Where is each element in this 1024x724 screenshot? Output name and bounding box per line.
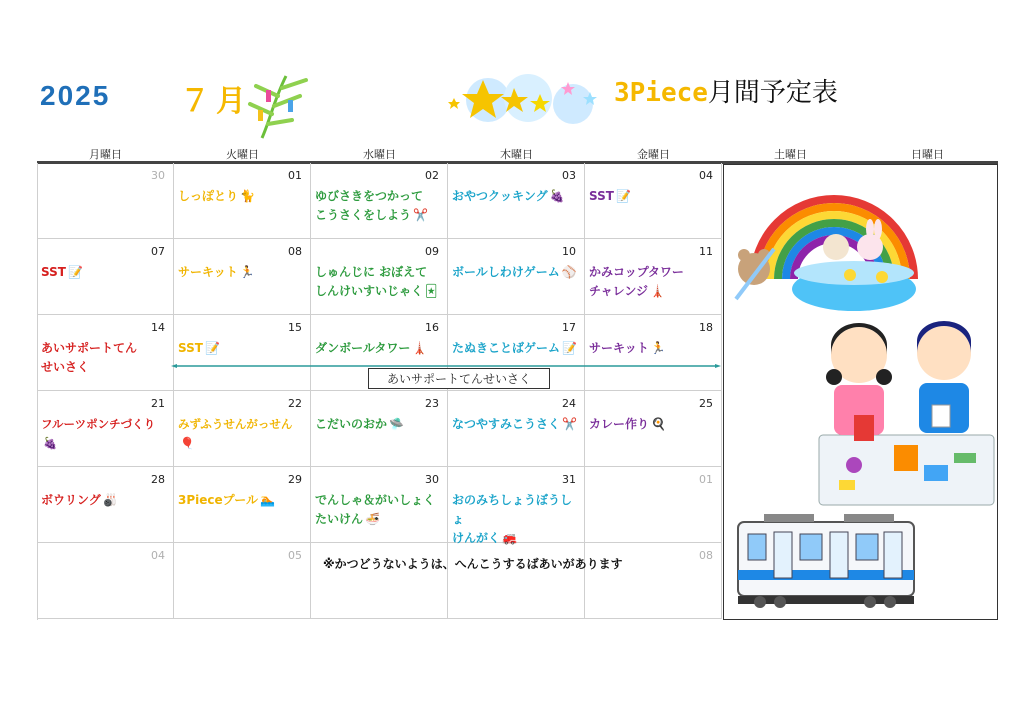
event-line: しっぽとり [178, 189, 239, 203]
day-number: 18 [699, 321, 713, 334]
day-cell[interactable] [37, 391, 174, 467]
noodle-icon: 🍜 [365, 512, 380, 526]
day-number: 25 [699, 397, 713, 410]
weekend-illustration-panel [723, 164, 998, 620]
weekday-fri: 金曜日 [637, 148, 670, 161]
day-number: 05 [288, 549, 302, 562]
day-cell[interactable] [585, 467, 722, 543]
brand-prefix: 3Piece [614, 78, 708, 108]
event [178, 415, 308, 453]
day-number: 22 [288, 397, 302, 410]
event-line: サーキット [589, 341, 649, 355]
event [315, 187, 445, 225]
day-cell[interactable] [448, 239, 585, 315]
grapes-icon: 🍇 [43, 436, 58, 450]
event [589, 187, 719, 206]
event [589, 339, 719, 358]
event [178, 491, 308, 510]
event-line: ボールしわけゲーム [452, 265, 560, 279]
event [41, 339, 171, 377]
event [41, 415, 171, 453]
weekday-wed: 水曜日 [363, 148, 396, 161]
day-cell[interactable] [37, 467, 174, 543]
memo-icon: 📝 [204, 341, 220, 355]
memo-icon: 📝 [615, 189, 631, 203]
event [452, 187, 582, 206]
event-line: せいさく [41, 360, 90, 374]
event [41, 491, 171, 510]
day-number: 30 [151, 169, 165, 182]
tanabata-bamboo-icon [244, 70, 314, 140]
event [315, 491, 445, 529]
tower-icon: 🗼 [650, 284, 665, 298]
event-line: フルーツポンチづくり [41, 417, 156, 431]
day-number: 24 [562, 397, 576, 410]
event-line: カレー作り [589, 417, 650, 431]
event [452, 491, 582, 548]
runner-icon: 🏃 [650, 341, 666, 355]
day-cell[interactable] [174, 239, 311, 315]
day-number: 01 [288, 169, 302, 182]
pan-icon: 🍳 [651, 417, 666, 431]
month-label: ７月 [180, 84, 252, 119]
tower-icon: 🗼 [412, 341, 428, 355]
weekday-header [37, 146, 997, 162]
event [315, 339, 445, 358]
day-number: 17 [562, 321, 576, 334]
day-cell[interactable] [174, 163, 311, 239]
event-line: 3Pieceプール [178, 493, 259, 507]
event-line: ダンボールタワー [315, 341, 411, 355]
memo-icon: 📝 [67, 265, 83, 279]
bowling-icon: 🎳 [102, 493, 118, 507]
event [315, 263, 445, 301]
day-cell[interactable] [37, 543, 174, 619]
day-number: 14 [151, 321, 165, 334]
year-label: 2025 [40, 80, 111, 111]
event-line: なつやすみこうさく [452, 417, 561, 431]
event-line: あいサポートてん [41, 341, 138, 355]
event-line: しゅんじに おぼえて [315, 265, 428, 279]
day-number: 30 [425, 473, 439, 486]
day-cell[interactable] [174, 543, 311, 619]
event-line: しんけいすいじゃく [315, 284, 424, 298]
day-cell[interactable] [311, 467, 448, 543]
event-line: SST [589, 189, 614, 203]
day-number: 07 [151, 245, 165, 258]
weekday-tue: 火曜日 [226, 148, 259, 161]
event-line: でんしゃ＆がいしょく [315, 493, 436, 507]
event-line: SST [178, 341, 203, 355]
day-number: 23 [425, 397, 439, 410]
event-line: けんがく [452, 531, 501, 545]
event-line: サーキット [178, 265, 238, 279]
event-line: ゆびさきをつかって [315, 189, 424, 203]
ufo-icon: 🛸 [389, 417, 404, 431]
day-number: 15 [288, 321, 302, 334]
day-number: 31 [562, 473, 576, 486]
event [589, 263, 719, 301]
event-line: ボウリング [41, 493, 101, 507]
event-line: チャレンジ [589, 284, 649, 298]
event-line: みずふうせんがっせん [178, 417, 293, 431]
weekday-sun: 日曜日 [911, 148, 944, 161]
day-cell[interactable] [311, 163, 448, 239]
event [452, 263, 582, 282]
day-number: 11 [699, 245, 713, 258]
day-number: 09 [425, 245, 439, 258]
scissors-icon: ✂️ [413, 208, 428, 222]
event [452, 339, 582, 358]
scissors-icon: ✂️ [562, 417, 577, 431]
brand-title [614, 72, 838, 109]
day-number: 04 [151, 549, 165, 562]
day-cell[interactable] [448, 163, 585, 239]
runner-icon: 🏃 [239, 265, 255, 279]
event-line: こだいのおか [315, 417, 388, 431]
day-number: 02 [425, 169, 439, 182]
pool-icon: 🏊 [260, 493, 276, 507]
day-cell[interactable] [37, 239, 174, 315]
cards-icon: 🃏 [425, 284, 438, 298]
event [452, 415, 582, 434]
grapes-icon: 🍇 [549, 189, 565, 203]
event-line: たいけん [315, 512, 364, 526]
day-cell[interactable] [448, 391, 585, 467]
kids-crafting-illustration-icon [814, 315, 999, 510]
day-cell[interactable] [37, 315, 174, 391]
day-cell[interactable] [585, 163, 722, 239]
day-number: 28 [151, 473, 165, 486]
cat-icon: 🐈 [240, 189, 255, 203]
day-number: 04 [699, 169, 713, 182]
day-number: 16 [425, 321, 439, 334]
event-banner: あいサポートてんせいさく [368, 368, 550, 389]
day-number: 08 [288, 245, 302, 258]
day-cell[interactable] [311, 239, 448, 315]
memo-icon: 📝 [562, 341, 577, 355]
day-cell[interactable] [585, 391, 722, 467]
event [178, 263, 308, 282]
event [589, 415, 719, 434]
event-line: SST [41, 265, 66, 279]
change-notice: ※かつどうないようは、へんこうするばあいがあります [323, 557, 623, 571]
stars-decoration-icon [448, 72, 608, 128]
event-line: こうさくをしよう [315, 208, 412, 222]
day-cell[interactable] [585, 239, 722, 315]
event-line: おのみちしょうぼうしょ [452, 493, 573, 526]
day-cell[interactable] [174, 467, 311, 543]
event [178, 339, 308, 358]
weekday-thu: 木曜日 [500, 148, 533, 161]
rainbow-pool-illustration-icon [724, 169, 924, 319]
ball-icon: ⚾ [561, 265, 577, 279]
day-cell[interactable] [174, 315, 311, 391]
event-line: おやつクッキング [452, 189, 548, 203]
event-line: かみコップタワー [589, 265, 684, 279]
brand-suffix: 月間予定表 [707, 78, 838, 108]
event [315, 415, 445, 434]
day-number: 08 [699, 549, 713, 562]
day-number: 29 [288, 473, 302, 486]
train-illustration-icon [734, 510, 919, 610]
day-cell[interactable] [448, 467, 585, 543]
day-cell[interactable] [37, 163, 174, 239]
event-line: たぬきことばゲーム [452, 341, 561, 355]
weekday-mon: 月曜日 [89, 148, 122, 161]
day-number: 01 [699, 473, 713, 486]
fire-engine-icon: 🚒 [502, 531, 517, 545]
day-number: 03 [562, 169, 576, 182]
weekday-sat: 土曜日 [774, 148, 807, 161]
day-cell[interactable] [311, 391, 448, 467]
event [178, 187, 308, 206]
event [41, 263, 171, 282]
day-number: 21 [151, 397, 165, 410]
day-cell[interactable] [174, 391, 311, 467]
balloon-icon: 🎈 [180, 436, 195, 450]
day-cell[interactable] [585, 315, 722, 391]
day-number: 10 [562, 245, 576, 258]
